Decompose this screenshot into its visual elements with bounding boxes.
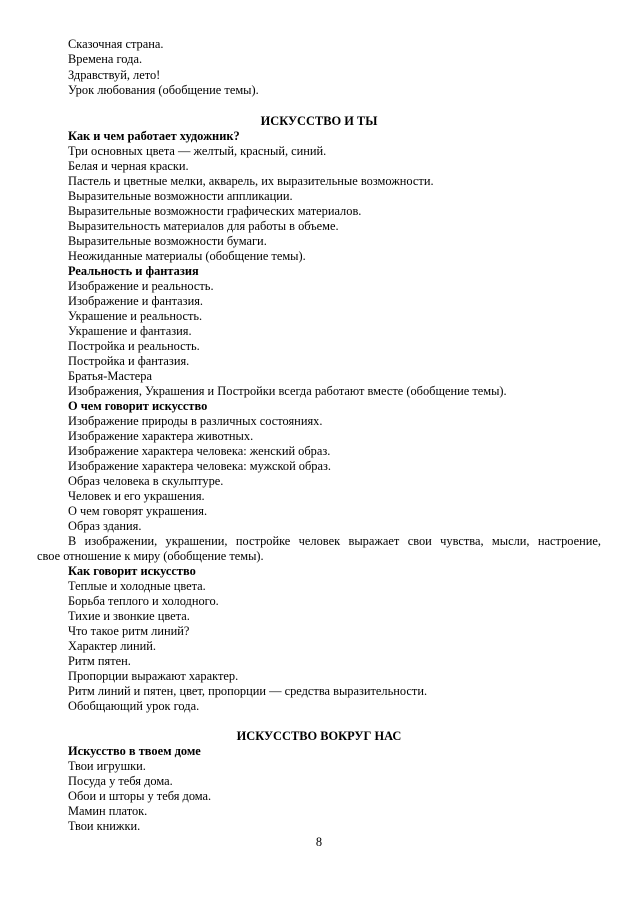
text-line: Постройка и реальность. bbox=[68, 339, 200, 353]
text-line: Что такое ритм линий? bbox=[68, 624, 190, 638]
text-line: Выразительные возможности бумаги. bbox=[68, 234, 267, 248]
text-line: Посуда у тебя дома. bbox=[68, 774, 173, 788]
text-line: Украшение и реальность. bbox=[68, 309, 203, 323]
paragraph-line: В изображении, украшении, постройке человек выражает свои чувства, мысли, настроение, bbox=[68, 534, 601, 548]
subsection-heading: Как говорит искусство bbox=[68, 564, 196, 578]
subsection-heading: Реальность и фантазия bbox=[68, 264, 199, 278]
text-line: Белая и черная краски. bbox=[68, 159, 189, 173]
text-line: Времена года. bbox=[68, 52, 143, 66]
text-line: Выразительные возможности аппликации. bbox=[68, 189, 293, 203]
text-line: Здравствуй, лето! bbox=[68, 68, 161, 82]
text-line: Характер линий. bbox=[68, 639, 157, 653]
text-line: Ритм пятен. bbox=[68, 654, 131, 668]
text-line: Неожиданные материалы (обобщение темы). bbox=[68, 249, 306, 263]
text-line: Изображение и фантазия. bbox=[68, 294, 203, 308]
text-line: Пропорции выражают характер. bbox=[68, 669, 239, 683]
section-heading: ИСКУССТВО ВОКРУГ НАС bbox=[236, 729, 402, 743]
text-line: Изображения, Украшения и Постройки всегда работают вместе (обобщение темы). bbox=[68, 384, 507, 398]
text-line: Сказочная страна. bbox=[68, 37, 164, 51]
text-line: Человек и его украшения. bbox=[68, 489, 205, 503]
text-line: Изображение характера человека: женский образ. bbox=[68, 444, 331, 458]
text-line: Тихие и звонкие цвета. bbox=[68, 609, 190, 623]
page-number: 8 bbox=[315, 835, 323, 849]
text-line: Изображение характера животных. bbox=[68, 429, 254, 443]
section-heading: ИСКУССТВО И ТЫ bbox=[260, 114, 378, 128]
subsection-heading: Как и чем работает художник? bbox=[68, 129, 240, 143]
text-line: Изображение характера человека: мужской образ. bbox=[68, 459, 331, 473]
text-line: Выразительные возможности графических материалов. bbox=[68, 204, 362, 218]
text-line: Ритм линий и пятен, цвет, пропорции — средства выразительности. bbox=[68, 684, 428, 698]
text-line: Мамин платок. bbox=[68, 804, 148, 818]
text-line: Выразительность материалов для работы в объеме. bbox=[68, 219, 339, 233]
text-line: Обои и шторы у тебя дома. bbox=[68, 789, 212, 803]
text-line: Твои книжки. bbox=[68, 819, 141, 833]
paragraph-line: свое отношение к миру (обобщение темы). bbox=[37, 549, 264, 563]
text-line: Три основных цвета — желтый, красный, синий. bbox=[68, 144, 327, 158]
subsection-heading: О чем говорит искусство bbox=[68, 399, 208, 413]
text-line: Твои игрушки. bbox=[68, 759, 146, 773]
text-line: Урок любования (обобщение темы). bbox=[68, 83, 259, 97]
subsection-heading: Искусство в твоем доме bbox=[68, 744, 201, 758]
text-line: Пастель и цветные мелки, акварель, их выразительные возможности. bbox=[68, 174, 434, 188]
text-line: Образ человека в скульптуре. bbox=[68, 474, 224, 488]
text-line: Украшение и фантазия. bbox=[68, 324, 192, 338]
text-line: Изображение природы в различных состояниях. bbox=[68, 414, 323, 428]
text-line: Постройка и фантазия. bbox=[68, 354, 190, 368]
text-line: Обобщающий урок года. bbox=[68, 699, 200, 713]
text-line: Теплые и холодные цвета. bbox=[68, 579, 206, 593]
text-line: О чем говорят украшения. bbox=[68, 504, 208, 518]
text-line: Борьба теплого и холодного. bbox=[68, 594, 219, 608]
text-line: Братья-Мастера bbox=[68, 369, 153, 383]
text-line: Образ здания. bbox=[68, 519, 142, 533]
text-line: Изображение и реальность. bbox=[68, 279, 214, 293]
